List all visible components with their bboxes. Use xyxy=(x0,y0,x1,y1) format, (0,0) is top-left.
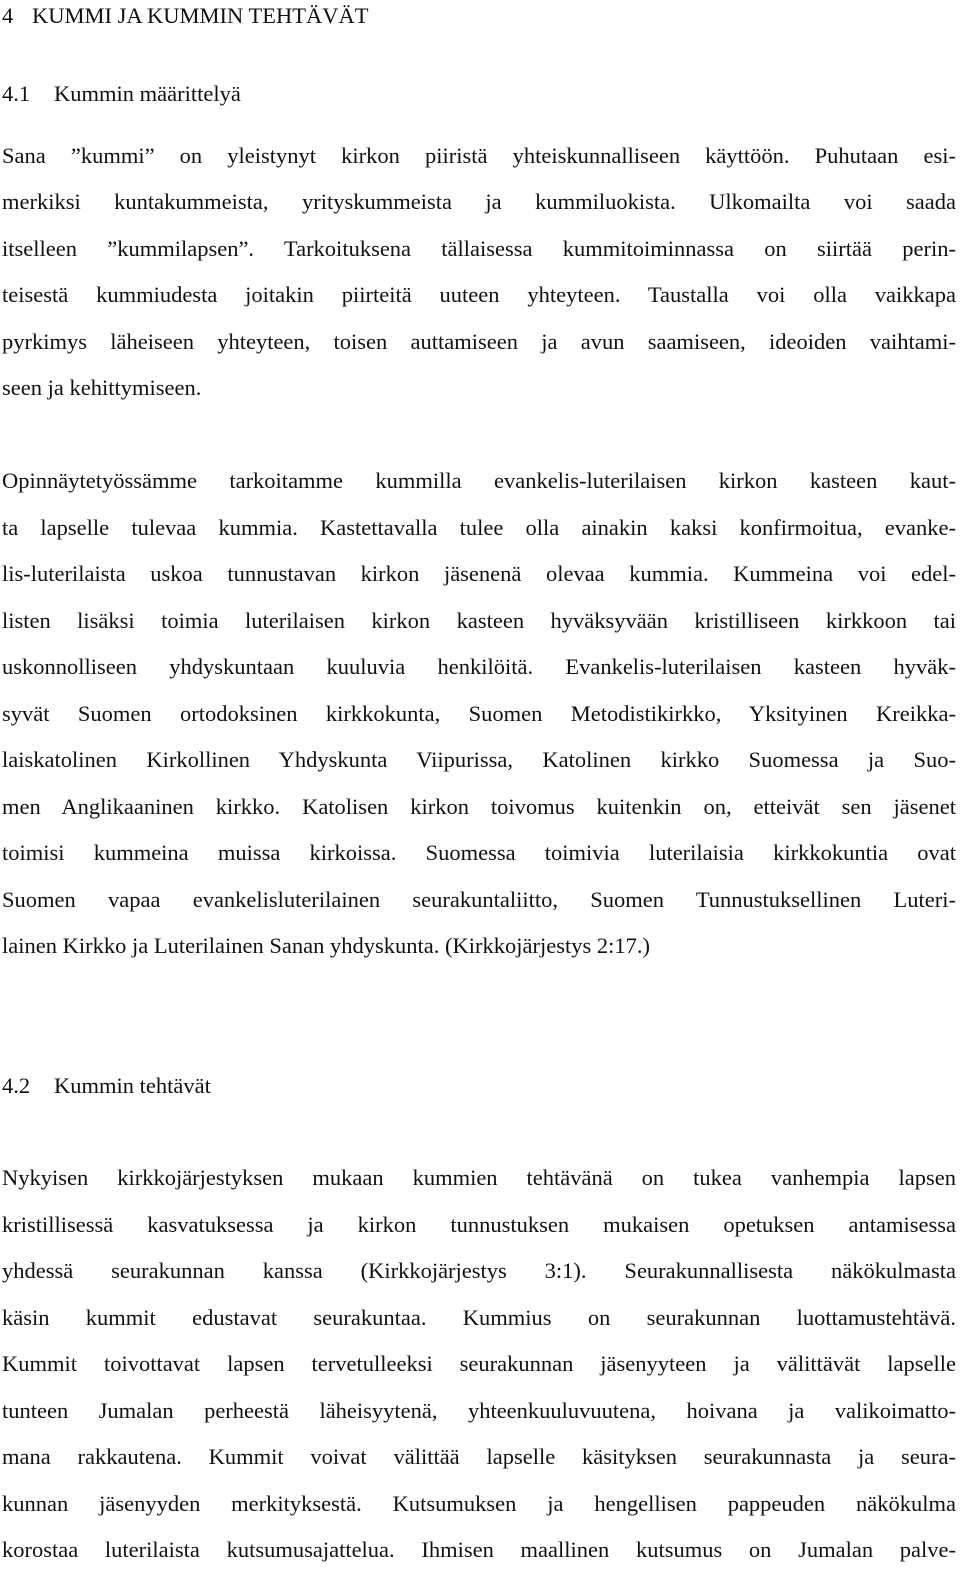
text-line: ta lapselle tulevaa kummia. Kastettavalla tulee olla ainakin kaksi konfirmoitua, evanke- xyxy=(2,515,956,540)
text-line: toimisi kummeina muissa kirkoissa. Suomessa toimivia luterilaisia kirkkokuntia ovat xyxy=(2,840,956,865)
text-line: Kummit toivottavat lapsen tervetulleeksi seurakunnan jäsenyyteen ja välittävät lapselle xyxy=(2,1351,956,1376)
text-line: pyrkimys läheiseen yhteyteen, toisen auttamiseen ja avun saamiseen, ideoiden vaihtami- xyxy=(2,329,956,354)
text-line: merkiksi kuntakummeista, yrityskummeista ja kummiluokista. Ulkomailta voi saada xyxy=(2,189,956,214)
text-line: itselleen ”kummilapsen”. Tarkoituksena tällaisessa kummitoiminnassa on siirtää perin- xyxy=(2,236,956,261)
text-line: lis-luterilaista uskoa tunnustavan kirkon jäsenenä olevaa kummia. Kummeina voi edel- xyxy=(2,561,956,586)
text-line: mana rakkautena. Kummit voivat välittää lapselle käsityksen seurakunnasta ja seura- xyxy=(2,1444,956,1469)
section-number: 4.1 xyxy=(2,81,31,106)
section-title: Kummin tehtävät xyxy=(54,1073,211,1098)
text-line: tunteen Jumalan perheestä läheisyytenä, yhteenkuuluvuutena, hoivana ja valikoimatto- xyxy=(2,1398,956,1423)
text-line: yhdessä seurakunnan kanssa (Kirkkojärjestys 3:1). Seurakunnallisesta näkökulmasta xyxy=(2,1258,956,1283)
text-line: Suomen vapaa evankelisluterilainen seurakuntaliitto, Suomen Tunnustuksellinen Luteri- xyxy=(2,887,956,912)
text-line: listen lisäksi toimia luterilaisen kirkon kasteen hyväksyvään kristilliseen kirkkoon tai xyxy=(2,608,956,633)
chapter-heading xyxy=(2,1,368,31)
text-line: käsin kummit edustavat seurakuntaa. Kummius on seurakunnan luottamustehtävä. xyxy=(2,1305,956,1330)
text-line: Nykyisen kirkkojärjestyksen mukaan kummien tehtävänä on tukea vanhempia lapsen xyxy=(2,1165,956,1190)
section-heading-4-1 xyxy=(2,79,241,109)
text-line: korostaa luterilaista kutsumusajattelua. Ihmisen maallinen kutsumus on Jumalan palve- xyxy=(2,1537,956,1562)
text-line: uskonnolliseen yhdyskuntaan kuuluvia henkilöitä. Evankelis-luterilaisen kasteen hyväk- xyxy=(2,654,956,679)
text-line: Sana ”kummi” on yleistynyt kirkon piiristä yhteiskunnalliseen käyttöön. Puhutaan esi- xyxy=(2,143,956,168)
section-heading-4-2 xyxy=(2,1071,211,1101)
text-line: lainen Kirkko ja Luterilainen Sanan yhdyskunta. (Kirkkojärjestys 2:17.) xyxy=(2,933,650,958)
text-line: seen ja kehittymiseen. xyxy=(2,375,202,400)
text-line: kunnan jäsenyyden merkityksestä. Kutsumuksen ja hengellisen pappeuden näkökulma xyxy=(2,1491,956,1516)
text-line: Opinnäytetyössämme tarkoitamme kummilla evankelis-luterilaisen kirkon kasteen kaut- xyxy=(2,468,956,493)
text-line: syvät Suomen ortodoksinen kirkkokunta, Suomen Metodistikirkko, Yksityinen Kreikka- xyxy=(2,701,956,726)
text-line: kristillisessä kasvatuksessa ja kirkon tunnustuksen mukaisen opetuksen antamisessa xyxy=(2,1212,956,1237)
text-line: teisestä kummiudesta joitakin piirteitä uuteen yhteyteen. Taustalla voi olla vaikkapa xyxy=(2,282,956,307)
chapter-number: 4 xyxy=(2,3,14,28)
section-title: Kummin määrittelyä xyxy=(54,81,241,106)
section-number: 4.2 xyxy=(2,1073,31,1098)
text-line: laiskatolinen Kirkollinen Yhdyskunta Viipurissa, Katolinen kirkko Suomessa ja Suo- xyxy=(2,747,956,772)
text-line: men Anglikaaninen kirkko. Katolisen kirkon toivomus kuitenkin on, etteivät sen jäsenet xyxy=(2,794,956,819)
chapter-title: KUMMI JA KUMMIN TEHTÄVÄT xyxy=(32,3,369,28)
